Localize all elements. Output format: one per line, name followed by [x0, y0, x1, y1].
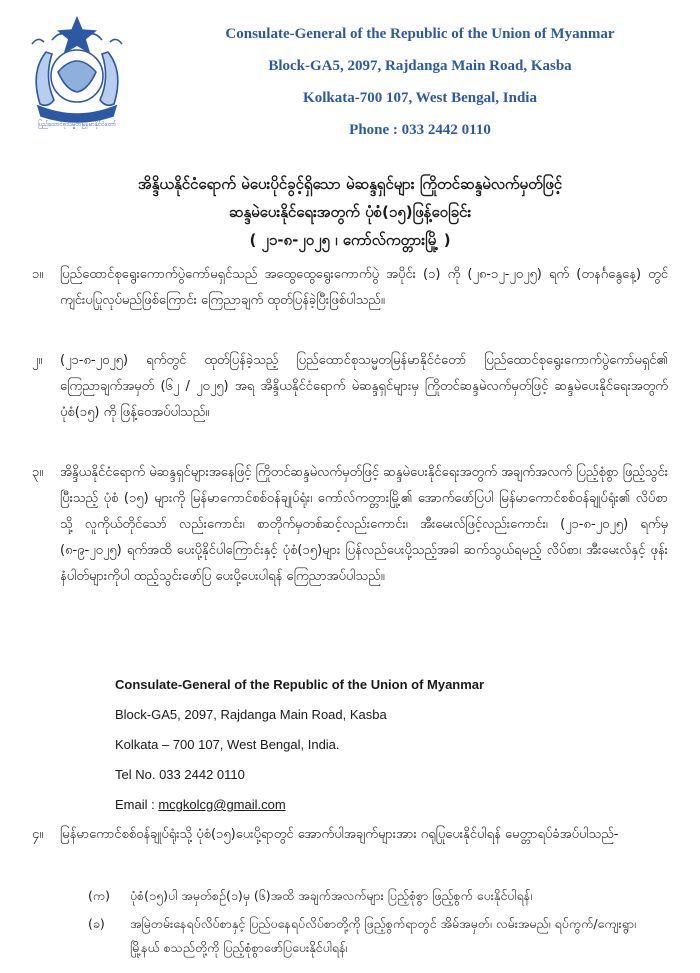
- title-line-2: ဆန္ဒမဲပေးနိုင်ရေးအတွက် ပုံစံ(၁၅)ဖြန့်ဝေခြင်း: [228, 203, 472, 221]
- email-label: Email :: [115, 797, 159, 812]
- paragraph-number: ၃။: [32, 465, 44, 480]
- paragraph-3: [32, 460, 668, 590]
- subitem-label: (က): [88, 888, 110, 903]
- paragraph-number: ၂။: [32, 353, 43, 368]
- subitem-text: ပုံစံ(၁၅)ပါ အမှတ်စဉ်(၁)မှ (၆)အထိ အချက်အလက်များ ပြည့်စုံစွာ ဖြည့်စွက် ပေးနိုင်ပါရန်၊: [130, 888, 533, 903]
- address-org: Consulate-General of the Republic of the Union of Myanmar: [115, 677, 485, 692]
- subitem-ka: [88, 884, 668, 908]
- paragraph-2: [32, 348, 668, 426]
- document-title: [40, 170, 660, 254]
- letterhead-city: Kolkata-700 107, West Bengal, India: [303, 90, 537, 106]
- subitem-kha: [88, 912, 668, 962]
- title-line-1: အိန္ဒိယနိုင်ငံရောက် မဲပေးပိုင်ခွင့်ရှိသော မဲဆန္ဒရှင်များ ကြိုတင်ဆန္ဒမဲလက်မှတ်ဖြင့်: [137, 175, 563, 193]
- seal-caption: ပြည်ထောင်စုသမ္မတမြန်မာနိုင်ငံတော်: [37, 121, 117, 128]
- letterhead-phone: Phone : 033 2442 0110: [349, 122, 491, 138]
- subitem-text: အမြဲတမ်းနေရပ်လိပ်စာနှင့် ပြည်ပနေရပ်လိပ်စာတို့ကို ဖြည့်စွက်ရာတွင် အိမ်အမှတ်၊ လမ်းအမည်၊ ရပ်ကွက်/ကျေးရွာ၊ မြို့နယ် စသည်တို့ကို ပြည့်စုံစွာဖော်ပြပေးနိုင်ပါရန်၊: [130, 916, 637, 955]
- letterhead-address: Block-GA5, 2097, Rajdanga Main Road, Kasba: [268, 58, 572, 74]
- paragraph-text: အိန္ဒိယနိုင်ငံရောက် မဲဆန္ဒရှင်များအနေဖြင့် ကြိုတင်ဆန္ဒမဲလက်မှတ်ဖြင့် ဆန္ဒမဲပေးနိုင်ရေးအတွက် အချက်အလက် ပြည့်စုံစွာ ဖြည့်သွင်းပြီးသည့် ပုံစံ (၁၅) များကို မြန်မာကောင်စစ်ဝန်ချုပ်ရုံး၊ ကော်လ်ကတ္တားမြို့၏ အောက်ဖော်ပြပါ မြန်မာကောင်စစ်ဝန်ချုပ်ရုံး၏ လိပ်စာသို့ လူကိုယ်တိုင်သော် လည်းကောင်း၊ စာတိုက်မှတစ်ဆင့်လည်းကောင်း၊ အီးမေးလ်ဖြင့်လည်းကောင်း၊ (၂၁-၈-၂၀၂၅) ရက်မှ (၈-၉-၂၀၂၅) ရက်အထိ ပေးပို့နိုင်ပါကြောင်းနှင့် ပုံစံ(၁၅)များ ပြန်လည်ပေးပို့သည့်အခါ ဆက်သွယ်ရမည့် လိပ်စာ၊ အီးမေးလ်နှင့် ဖုန်းနံပါတ်များကိုပါ ထည့်သွင်းဖော်ပြ ပေးပို့ပေးပါရန် ကြေညာအပ်ပါသည်။: [60, 465, 668, 584]
- paragraph-number: ၄။: [32, 827, 44, 842]
- title-line-3: ( ၂၁-၈-၂၀၂၅ ၊ ကော်လ်ကတ္တားမြို့ ): [249, 231, 451, 249]
- paragraph-1: [32, 262, 668, 314]
- letterhead-org: Consulate-General of the Republic of the Union of Myanmar: [225, 26, 615, 42]
- letterhead: [150, 18, 690, 146]
- paragraph-text: ပြည်ထောင်စုရွေးကောက်ပွဲကော်မရှင်သည် အထွေထွေရွေးကောက်ပွဲ အပိုင်း (၁) ကို (၂၈-၁၂-၂၀၂၅) ရက် (တနင်္ဂနွေနေ့) တွင် ကျင်းပပြုလုပ်မည်ဖြစ်ကြောင်း ကြေညာချက် ထုတ်ပြန်ခဲ့ပြီးဖြစ်ပါသည်။: [60, 267, 668, 308]
- address-line-2: Kolkata – 700 107, West Bengal, India.: [115, 737, 340, 752]
- myanmar-state-seal: [18, 14, 136, 132]
- consulate-address-block: [115, 670, 535, 820]
- email-link[interactable]: mcgkolcg@gmail.com: [158, 797, 286, 812]
- address-line-1: Block-GA5, 2097, Rajdanga Main Road, Kasba: [115, 707, 387, 722]
- address-tel: Tel No. 033 2442 0110: [115, 767, 245, 782]
- paragraph-number: ၁။: [32, 267, 44, 282]
- paragraph-text: (၂၁-၈-၂၀၂၅) ရက်တွင် ထုတ်ပြန်ခဲ့သည့် ပြည်ထောင်စုသမ္မတမြန်မာနိုင်ငံတော် ပြည်ထောင်စုရွေးကောက်ပွဲကော်မရှင်၏ ကြေညာချက်အမှတ် (၆၂ / ၂၀၂၅) အရ အိန္ဒိယနိုင်ငံရောက် မဲဆန္ဒရှင်များမှ ကြိုတင်ဆန္ဒမဲလက်မှတ်ဖြင့် ဆန္ဒမဲပေးနိုင်ရေးအတွက် ပုံစံ(၁၅) ကို ဖြန့်ဝေအပ်ပါသည်။: [60, 353, 668, 420]
- paragraph-text: မြန်မာကောင်စစ်ဝန်ချုပ်ရုံးသို့ ပုံစံ(၁၅)ပေးပို့ရာတွင် အောက်ပါအချက်များအား ဂရုပြုပေးနိုင်ပါရန် မေတ္တာရပ်ခံအပ်ပါသည်-: [60, 827, 619, 842]
- subitem-label: (ခ): [88, 916, 105, 931]
- address-email-row: [115, 790, 535, 820]
- paragraph-4: [32, 822, 668, 848]
